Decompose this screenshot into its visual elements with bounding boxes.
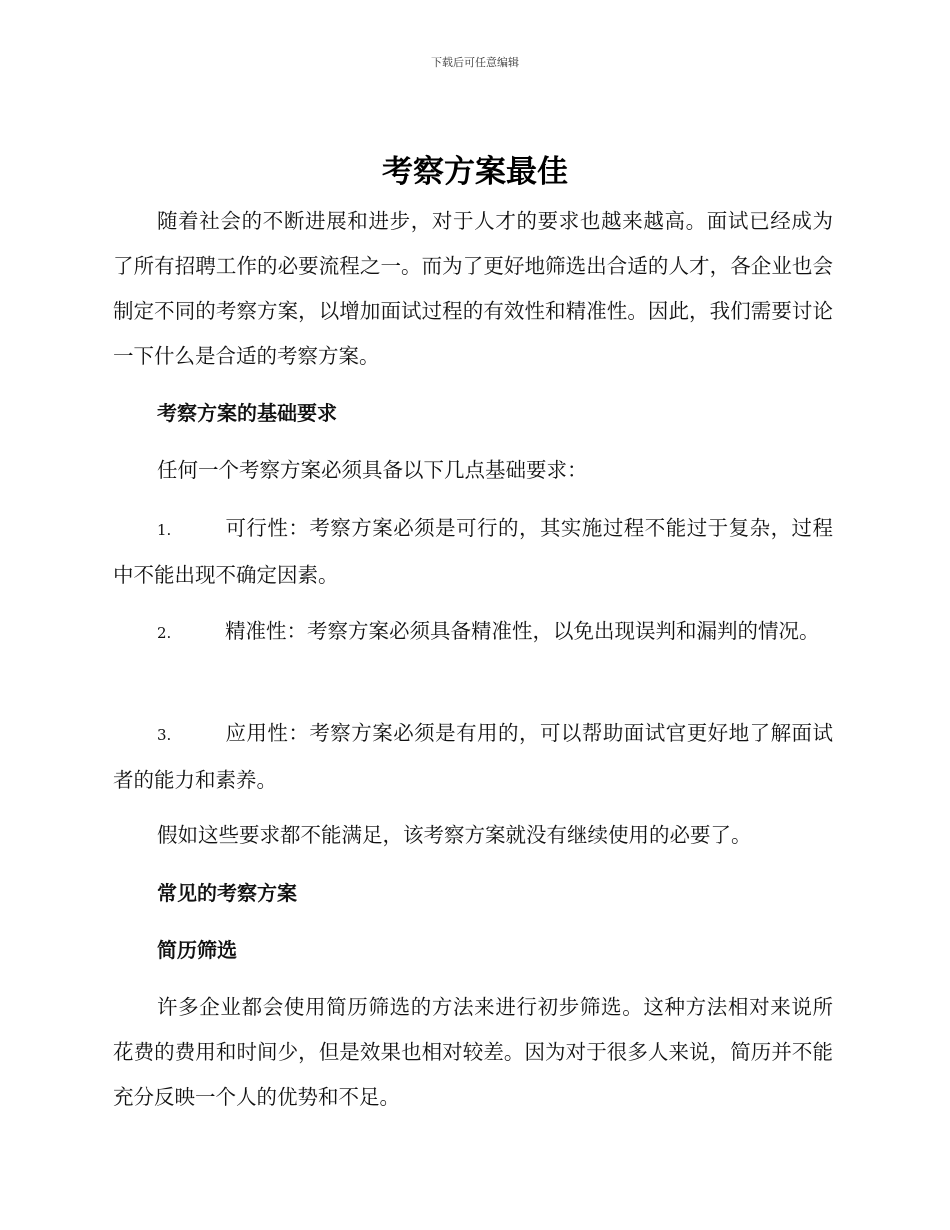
list-item-text: 可行性：考察方案必须是可行的，其实施过程不能过于复杂，过程中不能出现不确定因素。 [113,516,833,587]
list-item [113,711,833,803]
list-item-text: 精准性：考察方案必须具备精准性，以免出现误判和漏判的情况。 [225,619,820,643]
list-item-number: 3. [157,726,172,744]
list-item [113,506,833,598]
list-item-text: 应用性：考察方案必须是有用的，可以帮助面试官更好地了解面试者的能力和素养。 [113,721,833,792]
subheading-resume-screening: 简历筛选 [157,938,237,962]
section-heading-requirements: 考察方案的基础要求 [157,401,337,425]
requirements-conclusion: 假如这些要求都不能满足，该考察方案就没有继续使用的必要了。 [157,823,752,847]
resume-screening-paragraph: 许多企业都会使用简历筛选的方法来进行初步筛选。这种方法相对来说所花费的费用和时间少，但是效果也相对较差。因为对于很多人来说，简历并不能充分反映一个人的优势和不足。 [113,995,833,1109]
intro-paragraph: 随着社会的不断进展和进步，对于人才的要求也越来越高。面试已经成为了所有招聘工作的必要流程之一。而为了更好地筛选出合适的人才，各企业也会制定不同的考察方案，以增加面试过程的有效性和精准性。因此，我们需要讨论一下什么是合适的考察方案。 [113,209,833,368]
document-title: 考察方案最佳 [382,154,568,190]
list-item [113,609,833,656]
requirements-lead: 任何一个考察方案必须具备以下几点基础要求： [157,458,588,482]
list-item-number: 2. [157,624,172,642]
section-heading-common-methods: 常见的考察方案 [157,881,297,905]
page-header: 下载后可任意编辑 [431,56,519,69]
list-item-number: 1. [157,521,172,539]
